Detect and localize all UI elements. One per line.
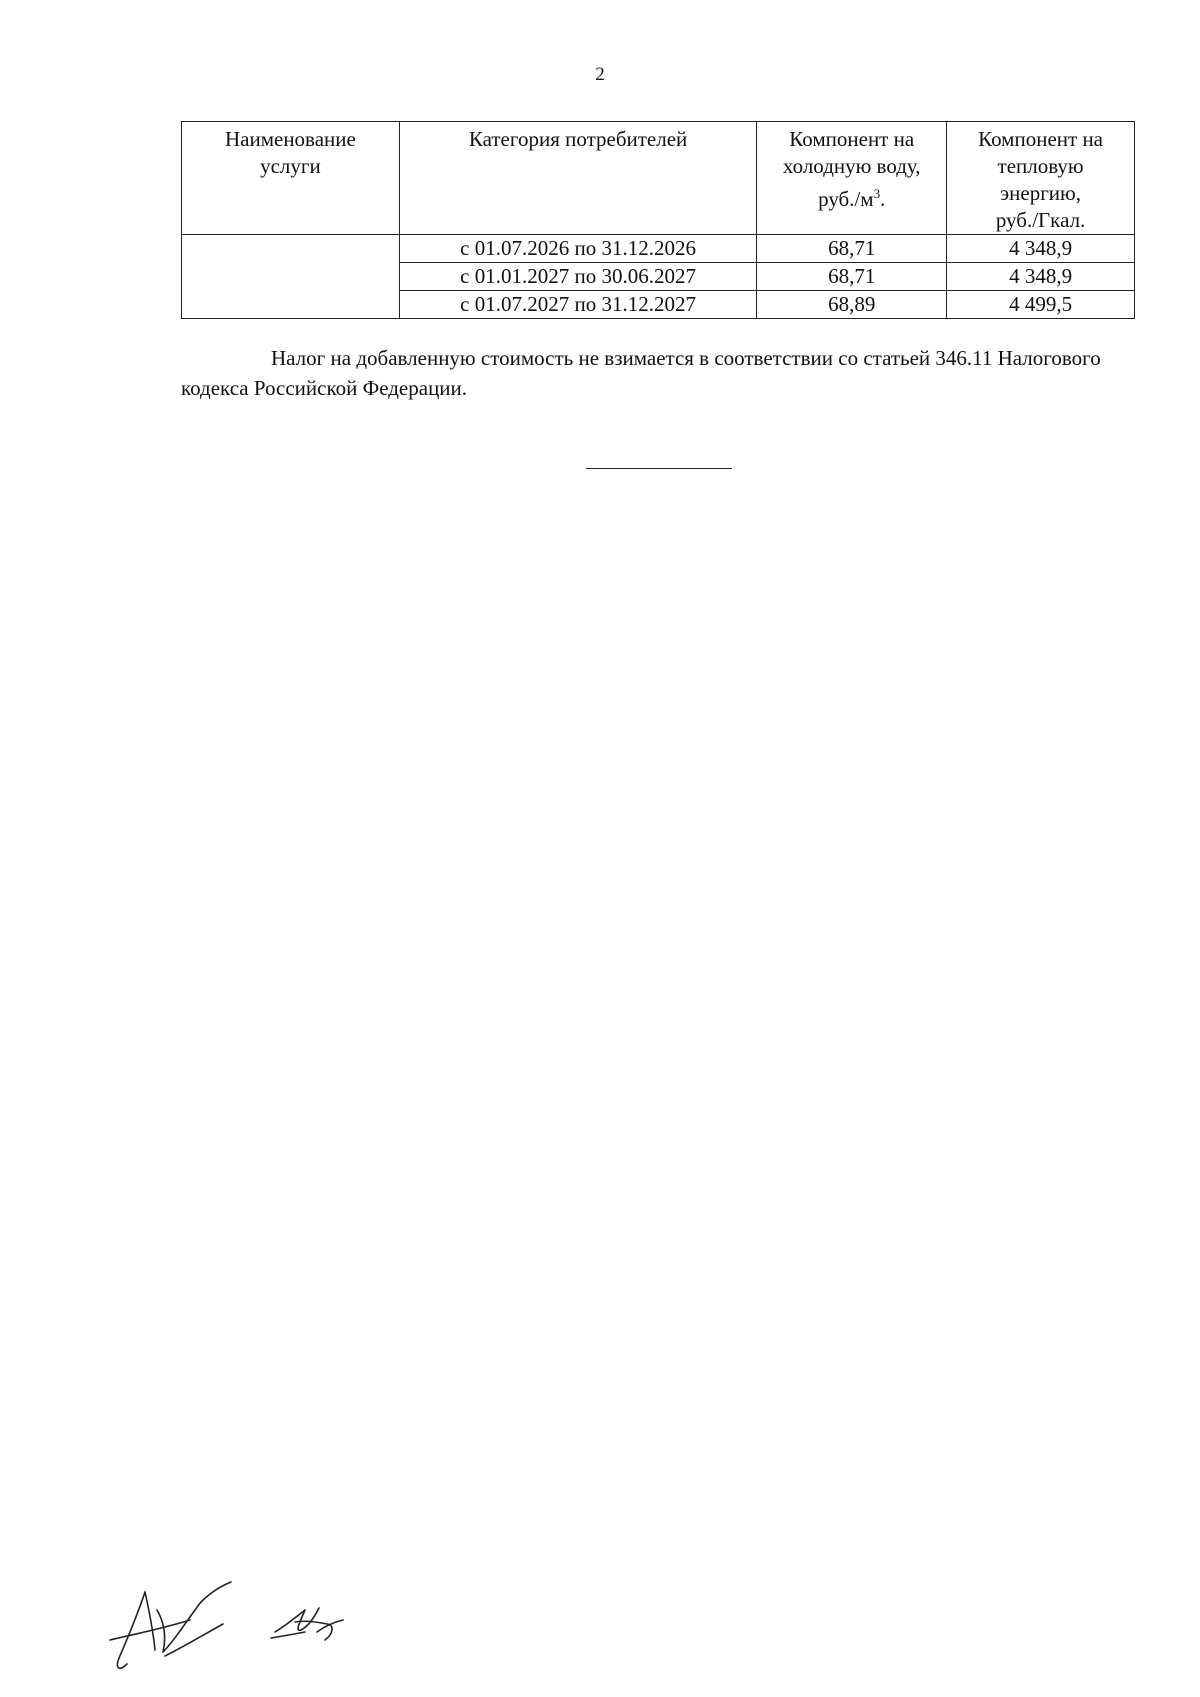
period-cell: с 01.07.2026 по 31.12.2026 — [399, 235, 757, 263]
signature-block — [105, 1580, 365, 1695]
service-name-cell — [182, 235, 400, 319]
period-cell: с 01.07.2027 по 31.12.2027 — [399, 291, 757, 319]
signatures-image — [105, 1580, 365, 1690]
heat-energy-cell: 4 499,5 — [947, 291, 1135, 319]
handwritten-signature-1 — [110, 1582, 231, 1668]
header-consumer-category: Категория потребителей — [399, 122, 757, 235]
period-cell: с 01.01.2027 по 30.06.2027 — [399, 263, 757, 291]
header-cold-water-component: Компонент на холодную воду, $руб./м^3$. — [757, 122, 947, 235]
cold-water-cell: 68,71 — [757, 235, 947, 263]
handwritten-signature-2 — [271, 1608, 343, 1640]
tariff-table — [181, 121, 1135, 319]
separator-line — [586, 468, 732, 469]
heat-energy-cell: 4 348,9 — [947, 235, 1135, 263]
page-number: 2 — [595, 64, 605, 85]
header-heat-energy-component: Компонент на тепловую энергию, руб./Гкал. — [947, 122, 1135, 235]
table-header-row — [182, 122, 1135, 235]
tax-note: Налог на добавленную стоимость не взимается в соответствии со статьей 346.11 Налогового кодекса Российской Федерации. — [181, 346, 1101, 400]
cold-water-cell: 68,71 — [757, 263, 947, 291]
table-row — [182, 235, 1135, 263]
header-service-name: Наименование услуги — [182, 122, 400, 235]
heat-energy-cell: 4 348,9 — [947, 263, 1135, 291]
cold-water-cell: 68,89 — [757, 291, 947, 319]
